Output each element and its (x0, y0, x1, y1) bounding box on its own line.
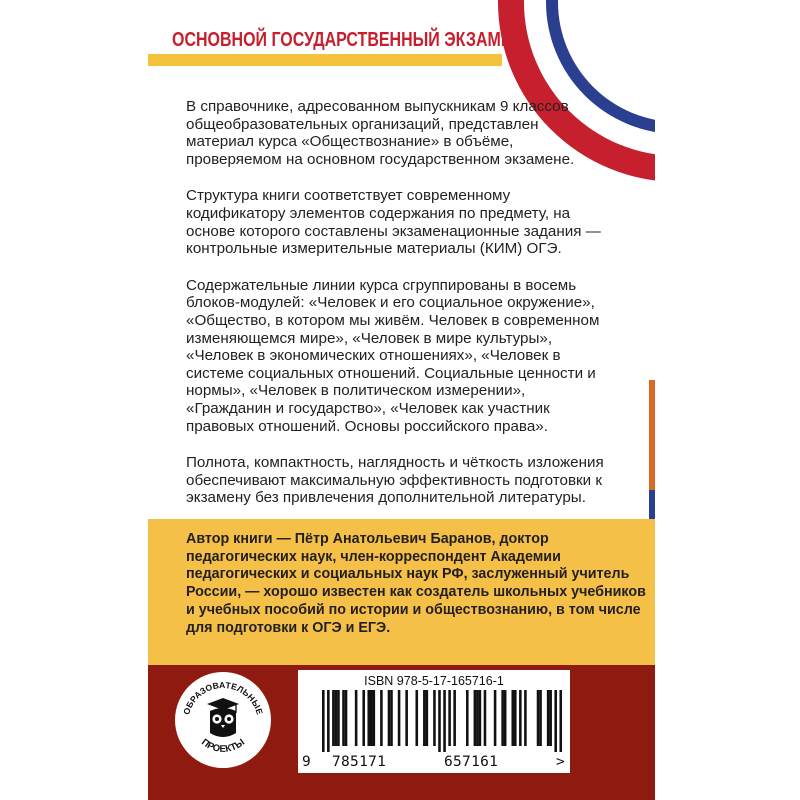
barcode-digits-right: 657161 (444, 754, 499, 770)
side-blue-stripe (649, 490, 655, 520)
barcode-bar (380, 690, 383, 746)
author-bio: Автор книги — Пётр Анатольевич Баранов, доктор педагогических наук, член-корреспондент Академии педагогических и социальных наук РФ, заслуженный учитель России, — хорошо известен как создатель школьных учебников и учебных пособий по истории и обществознанию, в том числе для подготовки к ОГЭ и ЕГЭ. (186, 531, 646, 636)
barcode-bar (337, 690, 340, 746)
barcode-bar (327, 690, 330, 752)
barcode-bar (511, 690, 514, 746)
barcode-bar (367, 690, 370, 746)
barcode-bar (390, 690, 393, 746)
barcode-bar (524, 690, 527, 746)
barcode-bar (539, 690, 542, 746)
barcode-bar (355, 690, 358, 746)
barcode-bar (476, 690, 479, 746)
side-orange-stripe (649, 380, 655, 490)
barcode-bar (373, 690, 376, 746)
barcode-bar (484, 690, 487, 746)
description-paragraph: В справочнике, адресованном выпускникам 9 классов общеобразовательных организаций, представлен материал курса «Обществознание» в объёме, проверяемом на основном государственном экзамене. (186, 98, 575, 168)
barcode-bar (342, 690, 345, 746)
barcode-bar (345, 690, 348, 746)
barcode-bar (448, 690, 451, 746)
barcode-bar (335, 690, 338, 746)
series-title: ОСНОВНОЙ ГОСУДАРСТВЕННЫЙ ЭКЗАМЕН (172, 28, 524, 51)
barcode-bar (479, 690, 482, 746)
barcode-bar (453, 690, 456, 746)
book-back-cover (148, 0, 655, 800)
description-paragraph: Структура книги соответствует современному кодификатору элементов содержания по предмету, на основе которого составлены экзаменационные задания — контрольные измерительные материалы (КИМ) ОГЭ. (186, 187, 601, 258)
barcode-bar (501, 690, 504, 746)
barcode-bar (547, 690, 550, 746)
barcode-bar (322, 690, 325, 752)
barcode-bar (426, 690, 429, 746)
isbn-text: ISBN 978-5-17-165716-1 (364, 674, 504, 688)
logo-top-text: ОБРАЗОВАТЕЛЬНЫЕ (181, 679, 265, 716)
barcode-end-mark: > (556, 754, 566, 770)
barcode-bar (559, 690, 562, 752)
barcode-bar (519, 690, 522, 746)
barcode-bar (370, 690, 373, 746)
publisher-logo (174, 671, 272, 769)
description-text (186, 98, 606, 526)
barcode-bar (362, 690, 365, 746)
barcode-bar (433, 690, 436, 746)
barcode-bar (549, 690, 552, 746)
description-paragraph: Содержательные линии курса сгруппированы в восемь блоков-модулей: «Человек и его социальное окружение», «Общество, в котором мы живём. Человек в современном изменяющемся мире», «Человек в мире культуры», «Человек в экономических отношениях», «Человек в системе социальных отношений. Социальные ценности и нормы», «Человек в политическом измерении», «Гражданин и государство», «Человек как участник правовых отношений. Основы российского права». (186, 276, 600, 435)
barcode-bar (438, 690, 441, 752)
barcode-bar (405, 690, 408, 746)
barcode-bar (504, 690, 507, 746)
barcode-digit-lead: 9 (302, 754, 312, 770)
header-underline-bar (148, 54, 502, 66)
owl-graduate-icon (207, 698, 239, 737)
barcode-bar (554, 690, 557, 752)
barcode-bar (466, 690, 469, 746)
barcode-bars (322, 690, 562, 752)
logo-bottom-text: ПРОЕКТЫ (199, 736, 247, 755)
barcode-bar (443, 690, 446, 752)
barcode-bar (494, 690, 497, 746)
barcode-bar (398, 690, 401, 746)
barcode-bar (415, 690, 418, 746)
barcode-bar (514, 690, 517, 746)
description-paragraph: Полнота, компактность, наглядность и чёткость изложения обеспечивают максимальную эффективность подготовки к экзамену без привлечения дополнительной литературы. (186, 454, 604, 507)
barcode-digits-left: 785171 (332, 754, 387, 770)
barcode-bar (332, 690, 335, 746)
barcode-bar (474, 690, 477, 746)
barcode-bar (423, 690, 426, 746)
barcode-bar (388, 690, 391, 746)
barcode-bar (537, 690, 540, 746)
